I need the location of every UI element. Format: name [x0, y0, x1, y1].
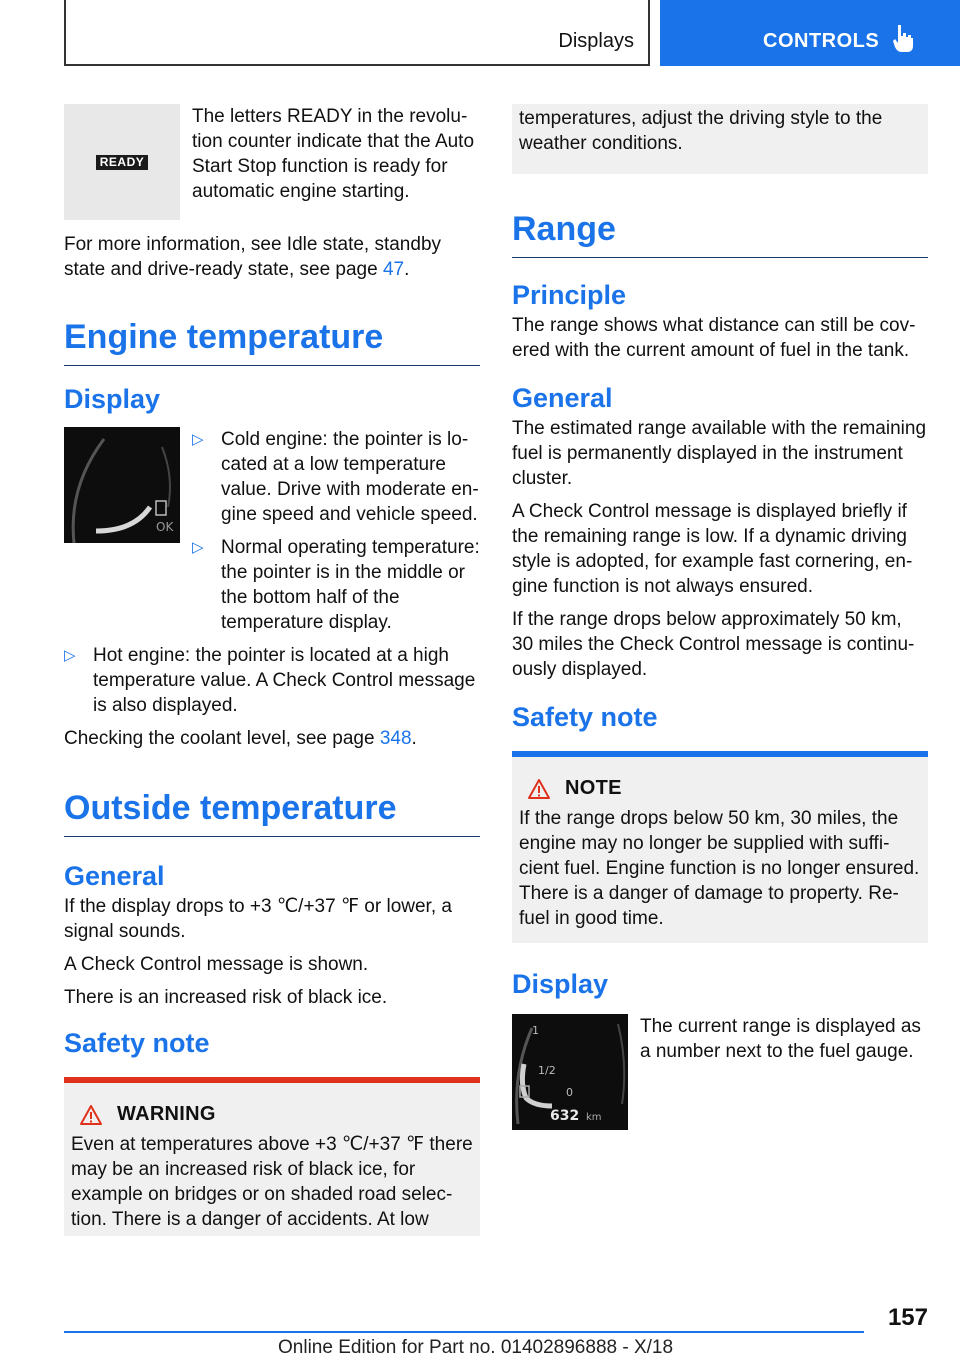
header-section-label: Displays — [558, 30, 634, 52]
ready-badge: READY — [96, 155, 148, 170]
range-general-heading: General — [512, 383, 613, 413]
right-column — [512, 104, 928, 1130]
footer-divider — [64, 1331, 864, 1333]
page-number: 157 — [887, 1304, 928, 1331]
engine-bullets-top — [192, 427, 480, 643]
header-chapter-label: CONTROLS — [763, 30, 880, 52]
range-general-p2: A Check Control message is displayed briefly if the remaining range is low. If a dynamic driving style is adopted, for example fast cornering, engine function is not always ensured. — [512, 501, 913, 597]
engine-display-heading: Display — [64, 384, 161, 414]
range-heading: Range — [512, 210, 928, 258]
list-item: ▷ Hot engine: the pointer is located at a high temperature value. A Check Control message is also displayed. — [64, 645, 476, 716]
footer-edition: Online Edition for Part no. 01402896888 - X/18 — [278, 1337, 674, 1358]
header-chapter-tab — [660, 0, 960, 66]
left-column — [64, 104, 480, 1236]
warning-box — [64, 1077, 480, 1236]
gauge-ok-label: OK — [156, 520, 174, 534]
warning-triangle-icon — [79, 1104, 103, 1126]
engine-bullets-bottom — [64, 643, 480, 718]
list-item: ▷ Normal operating temperature: the pointer is in the middle or the bottom half of the temperature display. — [192, 537, 480, 633]
outside-general-p3: There is an increased risk of black ice. — [64, 987, 388, 1008]
page-link-348[interactable]: 348 — [379, 728, 412, 749]
header-section-tab — [64, 0, 650, 66]
range-general-p3: If the range drops below approximately 50 km, 30 miles the Check Control message is continuously displayed. — [512, 609, 915, 680]
triangle-bullet-icon: ▷ — [192, 431, 204, 448]
coolant-paragraph: Checking the coolant level, see page 348. — [64, 728, 417, 749]
ready-indicator-image — [64, 104, 180, 220]
outside-general-heading: General — [64, 861, 165, 891]
warning-triangle-icon — [527, 778, 551, 800]
triangle-bullet-icon: ▷ — [64, 647, 76, 664]
engine-temperature-gauge-image — [64, 427, 180, 543]
more-info-paragraph: For more information, see Idle state, standby state and drive-ready state, see page 47. — [64, 234, 442, 280]
principle-text: The range shows what distance can still be covered with the current amount of fuel in the tank. — [512, 315, 916, 361]
outside-general-p1: If the display drops to +3 ℃/+37 ℉ or lower, a signal sounds. — [64, 896, 452, 942]
warning-label: WARNING — [117, 1103, 216, 1125]
range-display-heading: Display — [512, 969, 609, 999]
fuel-gauge-half: 1/2 — [538, 1064, 556, 1077]
note-label: NOTE — [565, 777, 622, 799]
range-safety-heading: Safety note — [512, 702, 658, 732]
fuel-range-unit: km — [586, 1112, 602, 1123]
warning-continued-text: temperatures, adjust the driving style to the weather conditions. — [519, 108, 883, 154]
warning-box-continued — [512, 104, 928, 174]
outside-temperature-heading: Outside temperature — [64, 789, 480, 837]
page-link-47[interactable]: 47 — [382, 259, 405, 280]
ready-description: The letters READY in the revolution counter indicate that the Auto Start Stop function is ready for automatic engine starting. — [192, 106, 475, 202]
pointing-hand-icon — [892, 24, 914, 54]
principle-heading: Principle — [512, 280, 627, 310]
range-general-p1: The estimated range available with the remaining fuel is permanently displayed in the instrument cluster. — [512, 418, 927, 489]
more-info-text: For more information, see Idle state, standby state and drive-ready state, see page — [64, 234, 442, 280]
outside-safety-heading: Safety note — [64, 1028, 210, 1058]
note-box — [512, 751, 928, 943]
fuel-gauge-one: 1 — [532, 1024, 539, 1037]
fuel-range-value: 632 — [550, 1108, 580, 1124]
outside-general-p2: A Check Control message is shown. — [64, 954, 369, 975]
fuel-gauge-image — [512, 1014, 628, 1130]
note-text: If the range drops below 50 km, 30 miles, the engine may no longer be supplied with sufficient fuel. Engine function is no longer ensured. There is a danger of damage to property. Refuel in good time. — [519, 808, 920, 929]
warning-text: Even at temperatures above +3 ℃/+37 ℉ there may be an increased risk of black ice, for example on bridges or on shaded road selection. There is a danger of accidents. At low — [71, 1134, 473, 1230]
list-item: ▷ Cold engine: the pointer is located at a low temperature value. Drive with moderate engine speed and vehicle speed. — [192, 429, 479, 525]
fuel-gauge-zero: 0 — [566, 1086, 573, 1099]
engine-temperature-heading: Engine temperature — [64, 318, 480, 366]
triangle-bullet-icon: ▷ — [192, 539, 204, 556]
range-display-text: The current range is displayed as a number next to the fuel gauge. — [640, 1016, 921, 1062]
